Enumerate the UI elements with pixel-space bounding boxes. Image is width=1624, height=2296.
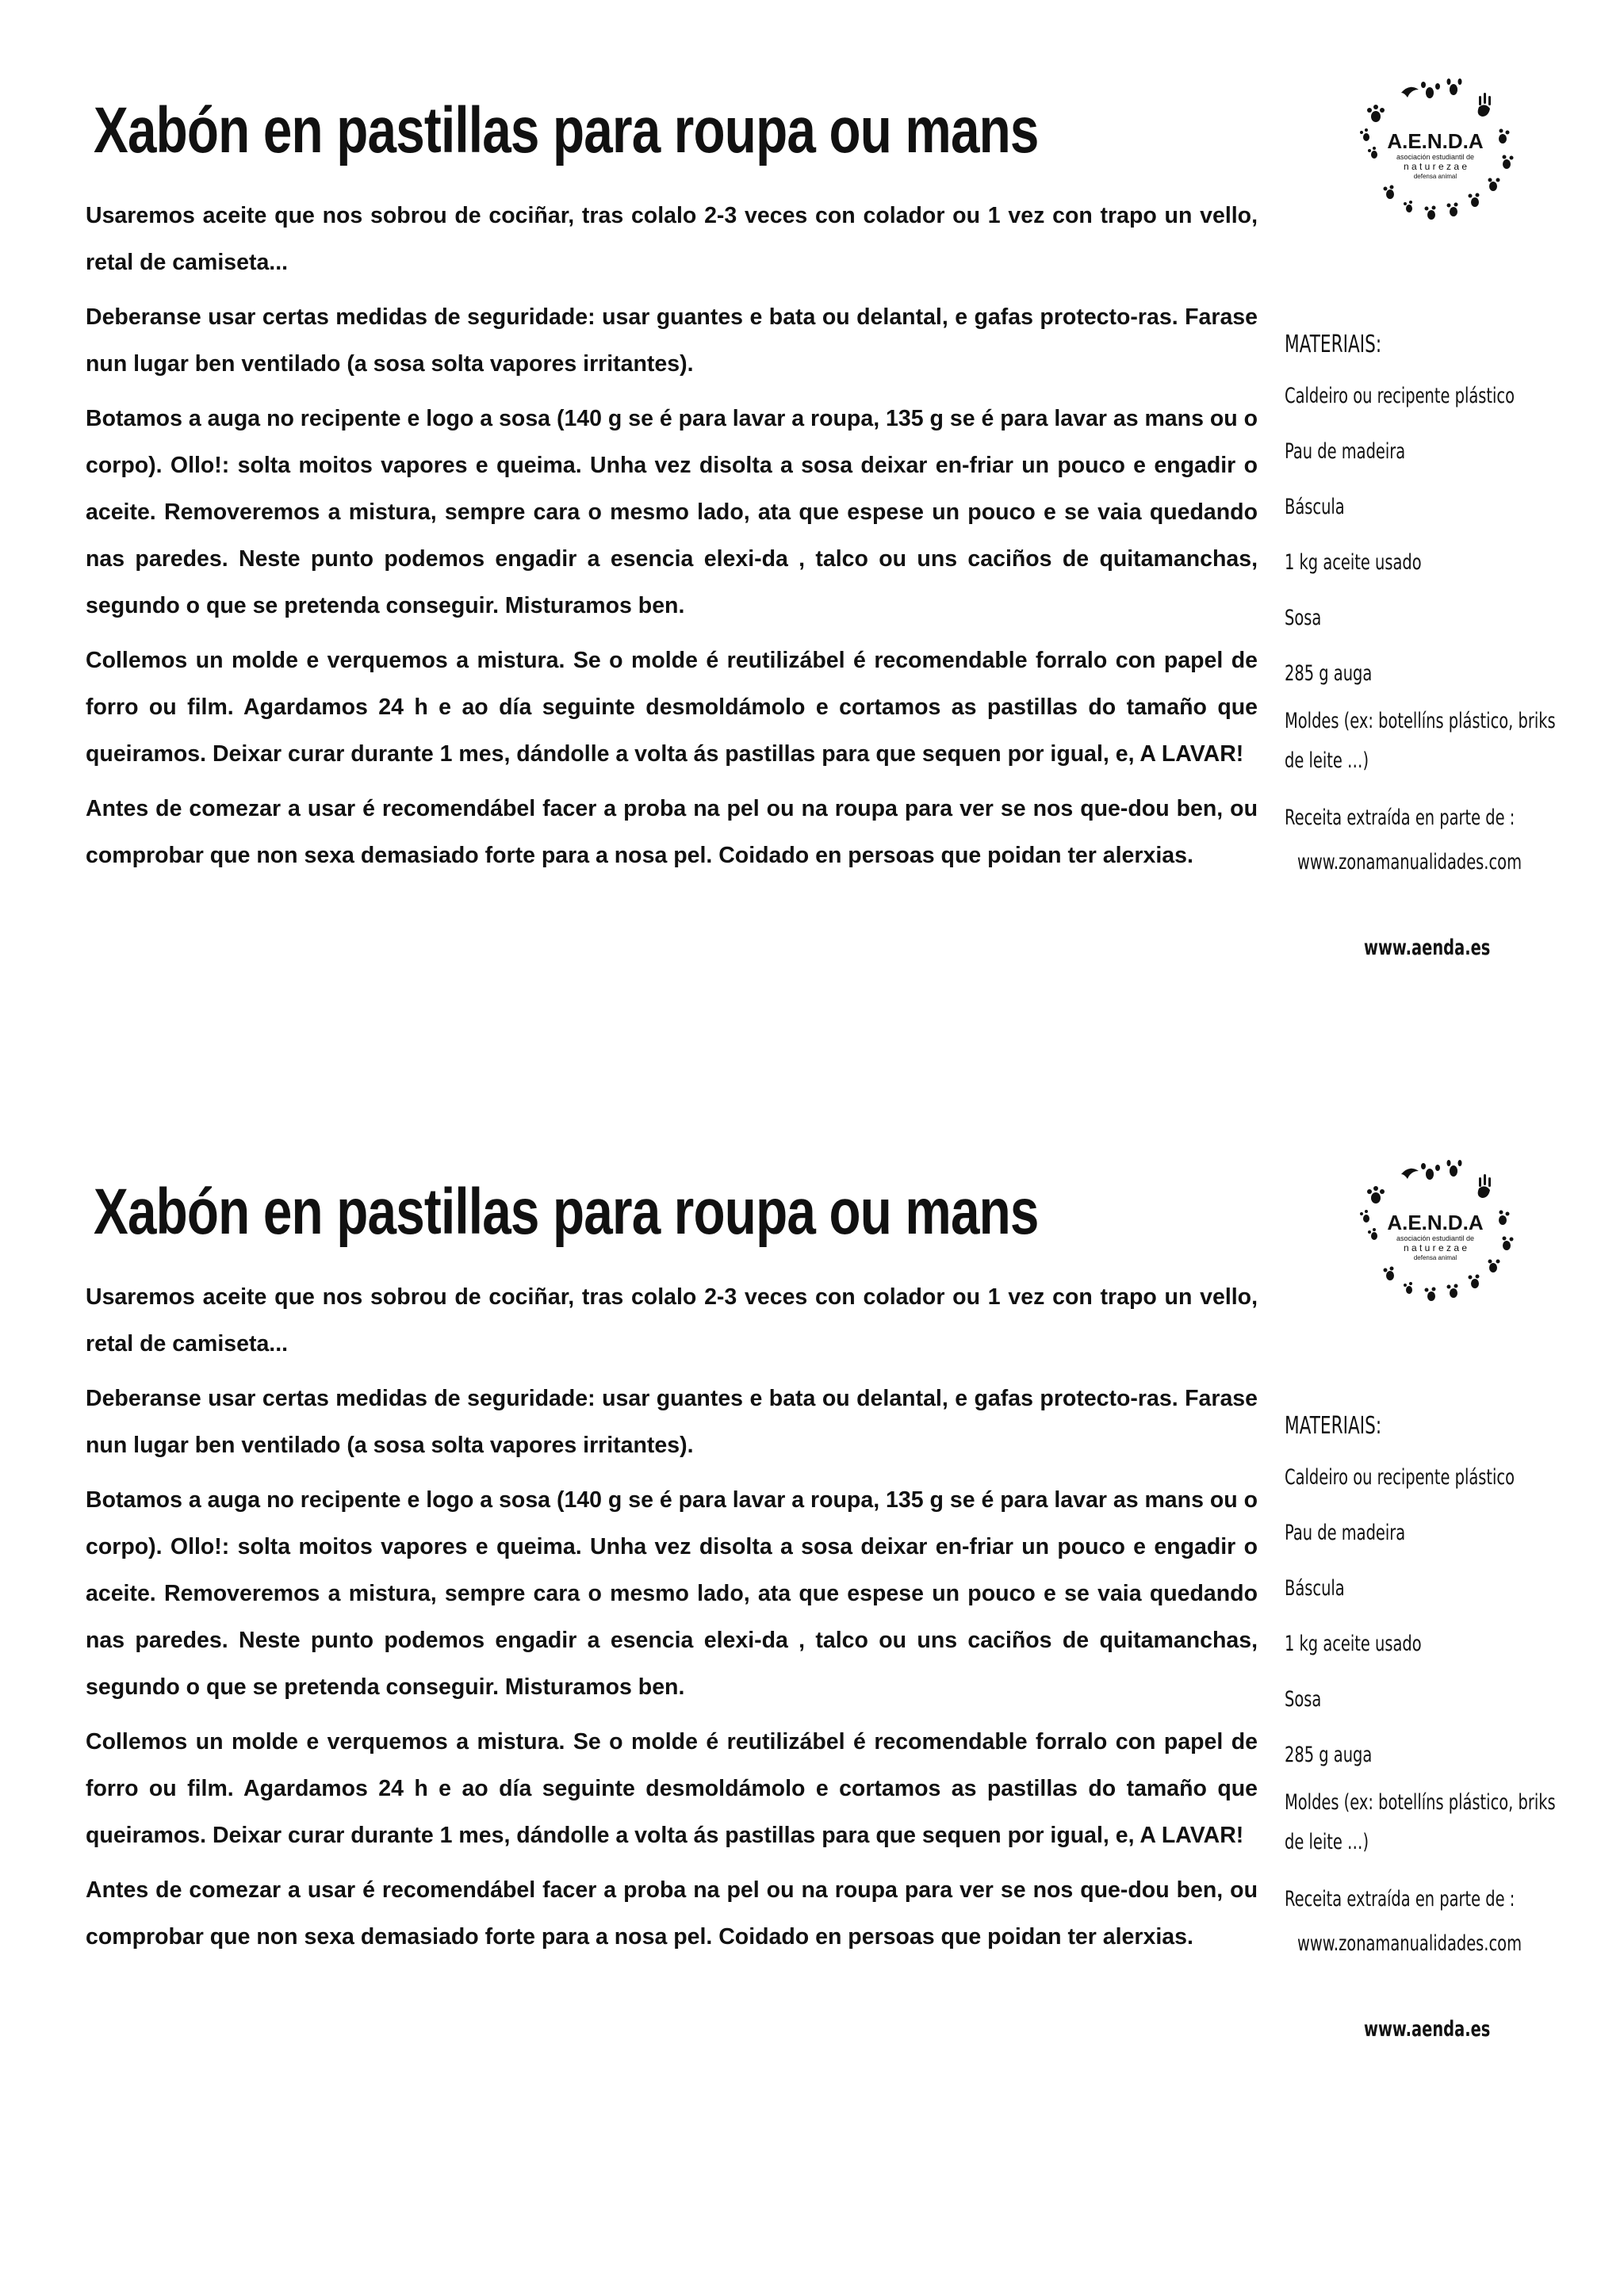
paw-icon bbox=[1447, 1284, 1458, 1299]
paw-icon bbox=[1368, 147, 1377, 159]
site-link[interactable]: www.aenda.es bbox=[1364, 936, 1491, 960]
logo-subtitle-1: asociación estudiantil de bbox=[1396, 153, 1475, 161]
material-item: 1 kg aceite usado bbox=[1285, 1632, 1422, 1656]
logo-subtitle-3: defensa animal bbox=[1413, 173, 1457, 180]
material-item: 285 g auga bbox=[1285, 1743, 1373, 1767]
paw-icon bbox=[1404, 1282, 1412, 1294]
material-item: Moldes (ex: botellíns plástico, briks de leite …) bbox=[1285, 709, 1556, 773]
logo-wordmark: A.E.N.D.A bbox=[1387, 129, 1484, 153]
material-item: 1 kg aceite usado bbox=[1285, 550, 1422, 575]
paragraph-mixing: Botamos a auga no recipente e logo a sosa (140 g se é para lavar a roupa, 135 g se é para lavar as mans ou o corpo). Ollo!: solta moitos vapores e queima. Unha vez disolta a sosa deixar en-friar un pouco e engadir o aceite. Removeremos a mistura, sempre cara o mesmo lado, ata que espese un pouco e se vaia quedando nas paredes. Neste punto podemos engadir a esencia elexi-da , talco ou uns caciños de quitamanchas, segundo o que se pretenda conseguir. Misturamos ben. bbox=[86, 1487, 1258, 1700]
paw-icon bbox=[1404, 201, 1412, 212]
paragraph-warning: Antes de comezar a usar é recomendábel facer a proba na pel ou na roupa para ver se nos que-dou ben, ou comprobar que non sexa demasiado forte para a nosa pel. Coidado en persoas que poidan ter alerxias. bbox=[86, 1877, 1258, 1950]
paw-icon bbox=[1447, 1160, 1462, 1177]
recipe-instructions bbox=[86, 193, 1258, 887]
paragraph-warning: Antes de comezar a usar é recomendábel facer a proba na pel ou na roupa para ver se nos que-dou ben, ou comprobar que non sexa demasiado forte para a nosa pel. Coidado en persoas que poidan ter alerxias. bbox=[86, 796, 1258, 868]
paw-icon bbox=[1447, 78, 1462, 95]
paw-icon bbox=[1384, 186, 1395, 200]
paw-icon bbox=[1360, 128, 1369, 141]
materials-heading: MATERIAIS: bbox=[1285, 1412, 1382, 1440]
material-item: Caldeiro ou recipente plástico bbox=[1285, 384, 1515, 408]
paw-icon bbox=[1421, 82, 1440, 98]
materials-heading: MATERIAIS: bbox=[1285, 331, 1382, 358]
material-item: Sosa bbox=[1285, 1687, 1322, 1712]
materials-list bbox=[1285, 1450, 1570, 1869]
page-title: Xabón en pastillas para roupa ou mans bbox=[94, 1176, 1039, 1248]
materials-sidebar bbox=[1285, 321, 1570, 968]
recipe-section-1 bbox=[0, 0, 1624, 1078]
paragraph-intro: Usaremos aceite que nos sobrou de cociñar, tras colalo 2-3 veces con colador ou 1 vez con trapo un vello, retal de camiseta... bbox=[86, 1284, 1258, 1357]
logo-subtitle-1: asociación estudiantil de bbox=[1396, 1234, 1475, 1242]
paragraph-safety: Deberanse usar certas medidas de seguridade: usar guantes e bata ou delantal, e gafas protecto-ras. Farase nun lugar ben ventilado (a sosa solta vapores irritantes). bbox=[86, 1386, 1258, 1458]
material-item: Báscula bbox=[1285, 1576, 1345, 1601]
paw-icon bbox=[1425, 1288, 1436, 1302]
paragraph-intro: Usaremos aceite que nos sobrou de cociñar, tras colalo 2-3 veces con colador ou 1 vez con trapo un vello, retal de camiseta... bbox=[86, 203, 1258, 275]
site-link[interactable]: www.aenda.es bbox=[1364, 2017, 1491, 2042]
paw-icon bbox=[1499, 129, 1510, 144]
paw-icon bbox=[1469, 193, 1480, 208]
material-item: Pau de madeira bbox=[1285, 1521, 1406, 1545]
paw-icon bbox=[1488, 1260, 1500, 1273]
paragraph-molding: Collemos un molde e verquemos a mistura. Se o molde é reutilizábel é recomendable forralo con papel de forro ou film. Agardamos 24 h e ao día seguinte desmoldámolo e cortamos as pastillas do tamaño que queiramos. Deixar curar durante 1 mes, dándolle a volta ás pastillas para que sequen por igual, e, A LAVAR! bbox=[86, 1729, 1258, 1848]
paw-icon bbox=[1367, 105, 1385, 122]
recipe-instructions bbox=[86, 1274, 1258, 1969]
source-note: Receita extraída en parte de : bbox=[1285, 806, 1515, 830]
paragraph-safety: Deberanse usar certas medidas de seguridade: usar guantes e bata ou delantal, e gafas protecto-ras. Farase nun lugar ben ventilado (a sosa solta vapores irritantes). bbox=[86, 304, 1258, 377]
logo-wordmark: A.E.N.D.A bbox=[1387, 1211, 1484, 1234]
aenda-logo bbox=[1352, 75, 1519, 230]
material-item: Caldeiro ou recipente plástico bbox=[1285, 1465, 1515, 1490]
paw-icon bbox=[1503, 155, 1514, 170]
materials-sidebar bbox=[1285, 1402, 1570, 2049]
aenda-logo bbox=[1352, 1157, 1519, 1311]
paw-icon bbox=[1384, 1267, 1395, 1281]
paragraph-molding: Collemos un molde e verquemos a mistura. Se o molde é reutilizábel é recomendable forralo con papel de forro ou film. Agardamos 24 h e ao día seguinte desmoldámolo e cortamos as pastillas do tamaño que queiramos. Deixar curar durante 1 mes, dándolle a volta ás pastillas para que sequen por igual, e, A LAVAR! bbox=[86, 648, 1258, 767]
paw-icon bbox=[1469, 1275, 1480, 1289]
paw-icon bbox=[1447, 203, 1458, 217]
source-link[interactable]: www.zonamanualidades.com bbox=[1297, 850, 1522, 874]
paw-icon bbox=[1488, 178, 1500, 192]
paw-icon bbox=[1425, 206, 1436, 220]
paw-icon bbox=[1368, 1228, 1377, 1240]
hand-print-icon bbox=[1478, 93, 1491, 117]
recipe-section-2 bbox=[0, 1081, 1624, 2160]
material-item: 285 g auga bbox=[1285, 661, 1373, 686]
materials-list bbox=[1285, 369, 1570, 787]
paragraph-mixing: Botamos a auga no recipente e logo a sosa (140 g se é para lavar a roupa, 135 g se é para lavar as mans ou o corpo). Ollo!: solta moitos vapores e queima. Unha vez disolta a sosa deixar en-friar un pouco e engadir o aceite. Removeremos a mistura, sempre cara o mesmo lado, ata que espese un pouco e se vaia quedando nas paredes. Neste punto podemos engadir a esencia elexi-da , talco ou uns caciños de quitamanchas, segundo o que se pretenda conseguir. Misturamos ben. bbox=[86, 406, 1258, 618]
source-note: Receita extraída en parte de : bbox=[1285, 1887, 1515, 1911]
paw-icon bbox=[1503, 1237, 1514, 1251]
material-item: Sosa bbox=[1285, 606, 1322, 630]
bird-icon bbox=[1401, 1169, 1419, 1179]
bird-icon bbox=[1401, 87, 1419, 98]
page-title: Xabón en pastillas para roupa ou mans bbox=[94, 94, 1039, 166]
material-item: Báscula bbox=[1285, 495, 1345, 519]
source-link[interactable]: www.zonamanualidades.com bbox=[1297, 1931, 1522, 1956]
logo-subtitle-2: n a t u r e z a e bbox=[1403, 1242, 1468, 1253]
paw-icon bbox=[1367, 1186, 1385, 1203]
paw-icon bbox=[1360, 1210, 1369, 1223]
logo-subtitle-2: n a t u r e z a e bbox=[1403, 161, 1468, 172]
paw-icon bbox=[1499, 1211, 1510, 1226]
material-item: Pau de madeira bbox=[1285, 439, 1406, 464]
hand-print-icon bbox=[1478, 1174, 1491, 1198]
paw-icon bbox=[1421, 1163, 1440, 1180]
material-item: Moldes (ex: botellíns plástico, briks de leite …) bbox=[1285, 1790, 1556, 1854]
logo-subtitle-3: defensa animal bbox=[1413, 1254, 1457, 1261]
